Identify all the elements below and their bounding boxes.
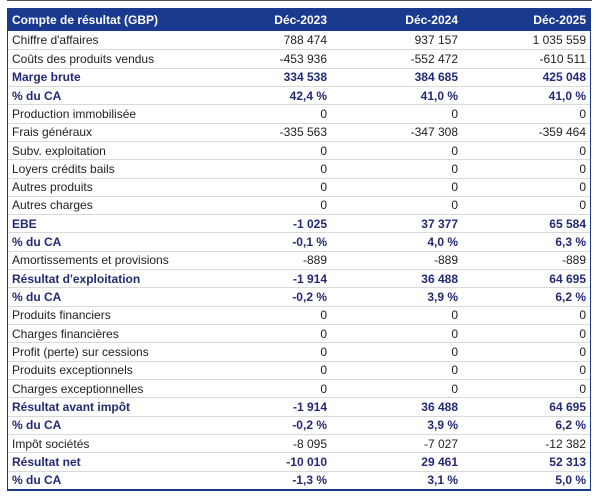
value-dec-2024: 0 (451, 308, 458, 323)
table-body (8, 31, 590, 489)
table-row (8, 287, 590, 305)
row-label: Coûts des produits vendus (12, 51, 155, 66)
value-dec-2023: 0 (320, 363, 327, 378)
row-label: Produits exceptionnels (12, 363, 133, 378)
value-dec-2023: 0 (320, 161, 327, 176)
value-dec-2025: 0 (579, 198, 586, 213)
value-dec-2024: -347 308 (410, 125, 458, 140)
value-dec-2024: 384 685 (414, 70, 458, 85)
row-label: Loyers crédits bails (12, 161, 115, 176)
value-dec-2023: 42,4 % (289, 88, 327, 103)
row-label: Résultat avant impôt (12, 399, 131, 414)
value-dec-2025: -610 511 (539, 51, 586, 66)
value-dec-2025: -359 464 (538, 125, 586, 140)
value-dec-2024: 36 488 (421, 271, 458, 286)
value-dec-2024: 937 157 (414, 33, 458, 48)
value-dec-2024: 3,9 % (427, 290, 458, 305)
value-dec-2024: 0 (451, 143, 458, 158)
value-dec-2023: -0,2 % (292, 418, 327, 433)
table-row (8, 159, 590, 177)
value-dec-2023: -335 563 (279, 125, 327, 140)
value-dec-2024: 0 (451, 326, 458, 341)
table-row (8, 306, 590, 324)
value-dec-2025: 6,2 % (555, 290, 586, 305)
value-dec-2024: 4,0 % (427, 235, 458, 250)
value-dec-2025: 0 (579, 344, 586, 359)
value-dec-2025: -12 382 (545, 436, 586, 451)
row-label: Subv. exploitation (12, 143, 106, 158)
value-dec-2024: 0 (451, 180, 458, 195)
value-dec-2024: 0 (451, 381, 458, 396)
value-dec-2025: 0 (579, 308, 586, 323)
value-dec-2025: 5,0 % (555, 473, 586, 488)
value-dec-2023: 0 (320, 308, 327, 323)
value-dec-2024: -889 (433, 253, 458, 268)
row-label: Résultat net (12, 454, 81, 469)
value-dec-2024: 3,9 % (427, 418, 458, 433)
value-dec-2023: 0 (320, 180, 327, 195)
value-dec-2023: -1 914 (292, 271, 327, 286)
value-dec-2023: -1 914 (292, 399, 327, 414)
table-row (8, 416, 590, 434)
value-dec-2025: 64 695 (549, 271, 586, 286)
value-dec-2024: 41,0 % (420, 88, 458, 103)
value-dec-2023: -1,3 % (292, 473, 327, 488)
value-dec-2023: 0 (320, 106, 327, 121)
value-dec-2025: 0 (579, 143, 586, 158)
table-row (8, 68, 590, 86)
value-dec-2024: 0 (451, 161, 458, 176)
value-dec-2024: 0 (451, 363, 458, 378)
value-dec-2023: 0 (320, 198, 327, 213)
table-row (8, 214, 590, 232)
value-dec-2024: 0 (451, 106, 458, 121)
value-dec-2025: 6,2 % (555, 418, 586, 433)
table-row (8, 397, 590, 415)
table-row (8, 269, 590, 287)
table-row (8, 251, 590, 269)
value-dec-2023: 0 (320, 344, 327, 359)
column-header-dec-2025: Déc-2025 (533, 13, 586, 27)
value-dec-2023: 0 (320, 381, 327, 396)
column-header-dec-2023: Déc-2023 (274, 13, 327, 27)
value-dec-2024: 37 377 (421, 216, 458, 231)
table-row (8, 342, 590, 360)
value-dec-2023: 0 (320, 326, 327, 341)
value-dec-2025: 52 313 (549, 454, 586, 469)
row-label: Frais généraux (12, 125, 93, 140)
row-label: % du CA (12, 418, 62, 433)
table-row (8, 49, 590, 67)
value-dec-2025: 6,3 % (555, 235, 586, 250)
value-dec-2025: 0 (579, 326, 586, 341)
value-dec-2023: -453 936 (279, 51, 327, 66)
value-dec-2023: -1 025 (292, 216, 327, 231)
value-dec-2023: -8 095 (292, 436, 327, 451)
table-row (8, 123, 590, 141)
table-row (8, 86, 590, 104)
row-label: Marge brute (12, 70, 81, 85)
row-label: Autres produits (12, 180, 93, 195)
row-label: % du CA (12, 235, 62, 250)
value-dec-2024: -7 027 (423, 436, 458, 451)
value-dec-2025: 0 (579, 106, 586, 121)
value-dec-2025: 64 695 (549, 399, 586, 414)
table-row (8, 361, 590, 379)
column-header-dec-2024: Déc-2024 (405, 13, 458, 27)
value-dec-2024: 29 461 (421, 454, 458, 469)
row-label: Charges financières (12, 326, 119, 341)
table-row (8, 232, 590, 250)
row-label: Amortissements et provisions (12, 253, 169, 268)
row-label: Résultat d'exploitation (12, 271, 141, 286)
value-dec-2025: -889 (561, 253, 586, 268)
row-label: Profit (perte) sur cessions (12, 344, 149, 359)
value-dec-2025: 41,0 % (548, 88, 586, 103)
row-label: Produits financiers (12, 308, 111, 323)
table-row (8, 452, 590, 470)
income-statement-table (7, 8, 591, 491)
value-dec-2024: 0 (451, 198, 458, 213)
table-title: Compte de résultat (GBP) (12, 13, 159, 27)
value-dec-2024: 3,1 % (427, 473, 458, 488)
table-header-row (8, 9, 590, 31)
table-row (8, 434, 590, 452)
value-dec-2025: 425 048 (542, 70, 586, 85)
table-row (8, 141, 590, 159)
table-row (8, 471, 590, 489)
value-dec-2023: -889 (302, 253, 327, 268)
value-dec-2024: 36 488 (421, 399, 458, 414)
table-row (8, 379, 590, 397)
row-label: % du CA (12, 473, 62, 488)
value-dec-2023: -0,2 % (292, 290, 327, 305)
value-dec-2023: 334 538 (283, 70, 327, 85)
value-dec-2023: 788 474 (283, 33, 327, 48)
row-label: Charges exceptionnelles (12, 381, 144, 396)
value-dec-2025: 65 584 (549, 216, 586, 231)
row-label: Production immobilisée (12, 106, 137, 121)
row-label: % du CA (12, 88, 62, 103)
value-dec-2024: 0 (451, 344, 458, 359)
value-dec-2025: 1 035 559 (532, 33, 586, 48)
value-dec-2025: 0 (579, 363, 586, 378)
row-label: Chiffre d'affaires (12, 33, 99, 48)
table-row (8, 104, 590, 122)
value-dec-2023: -10 010 (286, 454, 327, 469)
value-dec-2025: 0 (579, 381, 586, 396)
row-label: Autres charges (12, 198, 93, 213)
value-dec-2025: 0 (579, 161, 586, 176)
value-dec-2023: -0,1 % (292, 235, 327, 250)
row-label: Impôt sociétés (12, 436, 90, 451)
table-row (8, 324, 590, 342)
value-dec-2024: -552 472 (410, 51, 458, 66)
value-dec-2025: 0 (579, 180, 586, 195)
table-row (8, 196, 590, 214)
table-row (8, 31, 590, 49)
row-label: % du CA (12, 290, 62, 305)
top-divider (7, 0, 592, 1)
table-row (8, 178, 590, 196)
value-dec-2023: 0 (320, 143, 327, 158)
row-label: EBE (12, 216, 37, 231)
